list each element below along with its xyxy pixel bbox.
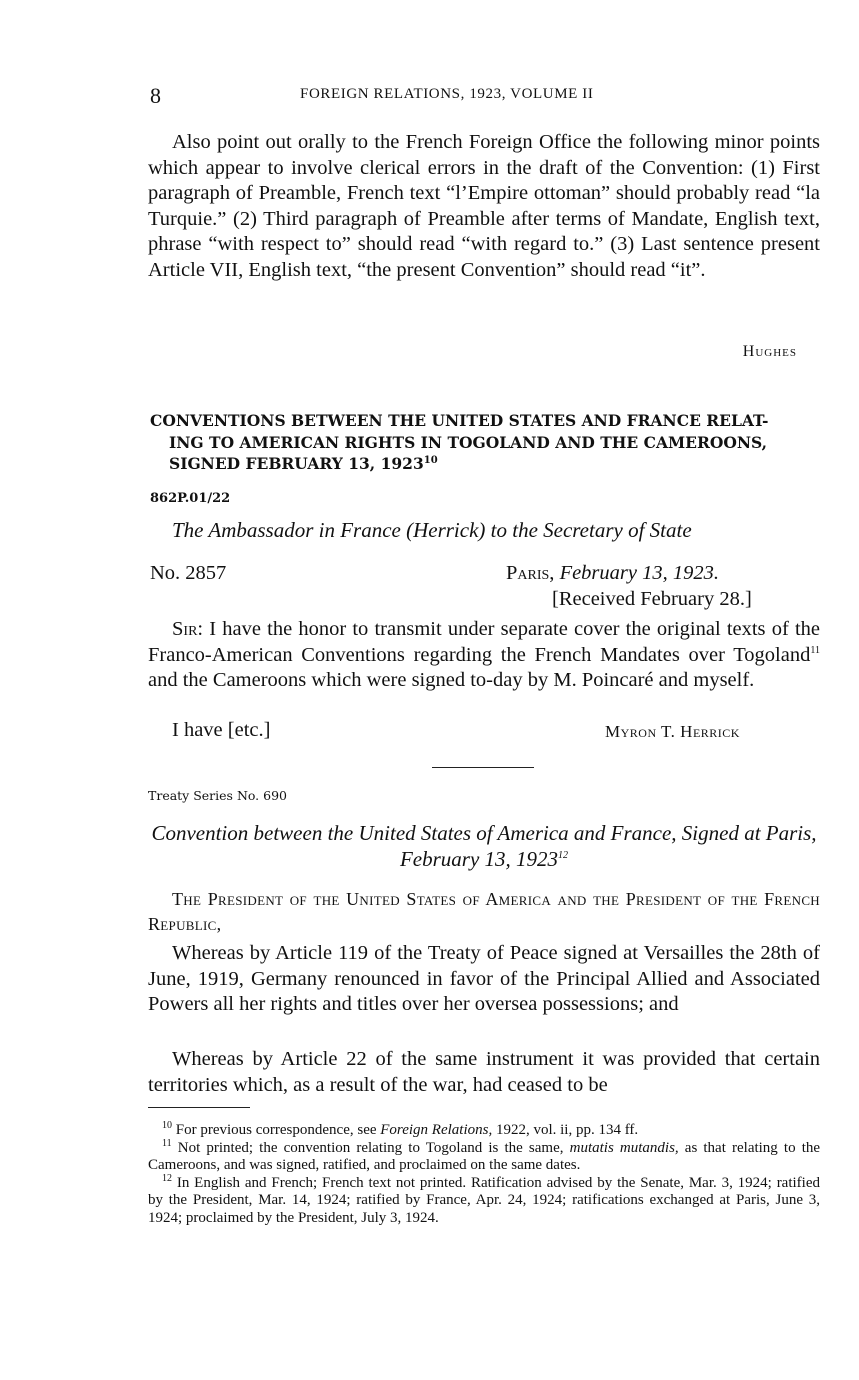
despatch-number: No. 2857 [150, 562, 227, 584]
letter-body [148, 617, 820, 694]
page-number: 8 [150, 83, 161, 108]
file-number: 862P.01/22 [150, 491, 231, 506]
intro-signature: Hughes [742, 343, 797, 360]
convention-title [148, 820, 820, 872]
whereas-clause-2: Whereas by Article 22 of the same instrument it was provided that certain territories which, as a result of the war, had ceased to be [148, 1048, 820, 1096]
dateline-date: February 13, 1923. [559, 562, 719, 584]
salutation: Sir: [172, 618, 204, 640]
letter-signature: Myron T. Herrick [605, 722, 740, 741]
footnote-11-mark: 11 [162, 1137, 172, 1149]
footnote-11-post: as that relating to the Cameroons, and was signed, ratified, and proclaimed on the same dates. [148, 1139, 821, 1173]
footnote-12 [148, 1172, 821, 1228]
footnote-11-italic: mutatis mutandis, [569, 1139, 679, 1156]
section-title-line-3: SIGNED FEBRUARY 13, 1923 [169, 454, 424, 473]
letter-body-part-2: and the Cameroons which were signed to-day by M. Poincaré and myself. [148, 669, 755, 691]
footnote-divider [148, 1107, 250, 1108]
convention-title-text: Convention between the United States of America and France, Signed at Paris, February 13, 1923 [151, 821, 817, 871]
footnote-10-mark: 10 [162, 1120, 172, 1131]
treaty-series-number: Treaty Series No. 690 [148, 788, 287, 803]
letter-closing: I have [etc.] [172, 719, 271, 741]
section-title-line-2: ING TO AMERICAN RIGHTS IN TOGOLAND AND THE CAMEROONS, [169, 432, 768, 452]
letter-body-part-1: I have the honor to transmit under separate cover the original texts of the Franco-American Conventions regarding the French Mandates over Togoland [148, 618, 820, 666]
dateline [506, 562, 719, 585]
section-title [150, 410, 822, 475]
footnote-10 [148, 1122, 820, 1140]
footnote-12-text: In English and French; French text not printed. Ratification advised by the Senate, Mar. 3, 1924; ratified by the President, Mar. 14, 1924; ratified by France, Apr. 24, 1924; ratifications exchanged at Paris, June 3, 1924; proclaimed by the President, July 3, 1924. [148, 1174, 821, 1226]
section-title-line-1: CONVENTIONS BETWEEN THE UNITED STATES AND FRANCE RELAT- [150, 411, 769, 430]
contracting-parties: The President of the United States of America and the President of the French Republic, [148, 889, 820, 934]
footnote-ref-11[interactable]: 11 [810, 644, 820, 656]
received-date: [Received February 28.] [552, 588, 752, 610]
dateline-place: Paris, [506, 562, 555, 584]
section-divider [432, 767, 534, 768]
footnote-10-pre: For previous correspondence, see [175, 1122, 377, 1138]
footnote-ref-12[interactable]: 12 [558, 850, 569, 861]
section-title-line-3-wrap [150, 453, 822, 475]
footnote-11 [148, 1137, 821, 1175]
intro-paragraph: Also point out orally to the French Foreign Office the following minor points which appear to involve clerical errors in the draft of the Convention: (1) First paragraph of Preamble, French text “l’Empire ottoman” should probably read “la Turquie.” (2) Third paragraph of Preamble after terms of Mandate, English text, phrase “with respect to” should read “with regard to.” (3) Last sentence present Article VII, English text, “the present Convention” should read “it”. [148, 131, 820, 281]
footnote-ref-10[interactable]: 10 [423, 454, 438, 466]
footnote-11-pre: Not printed; the convention relating to Togoland is the same, [177, 1139, 564, 1156]
letter-heading: The Ambassador in France (Herrick) to the Secretary of State [172, 518, 692, 542]
footnote-10-title: Foreign Relations, [380, 1122, 493, 1138]
footnote-12-mark: 12 [162, 1172, 172, 1184]
running-head: FOREIGN RELATIONS, 1923, VOLUME II [300, 86, 594, 102]
footnote-10-post: 1922, vol. ii, pp. 134 ff. [495, 1122, 639, 1138]
footnotes [148, 1122, 820, 1227]
whereas-clause-1: Whereas by Article 119 of the Treaty of Peace signed at Versailles the 28th of June, 1919, Germany renounced in favor of the Principal Allied and Associated Powers all her rights and titles over her oversea possessions; and [148, 942, 820, 1015]
